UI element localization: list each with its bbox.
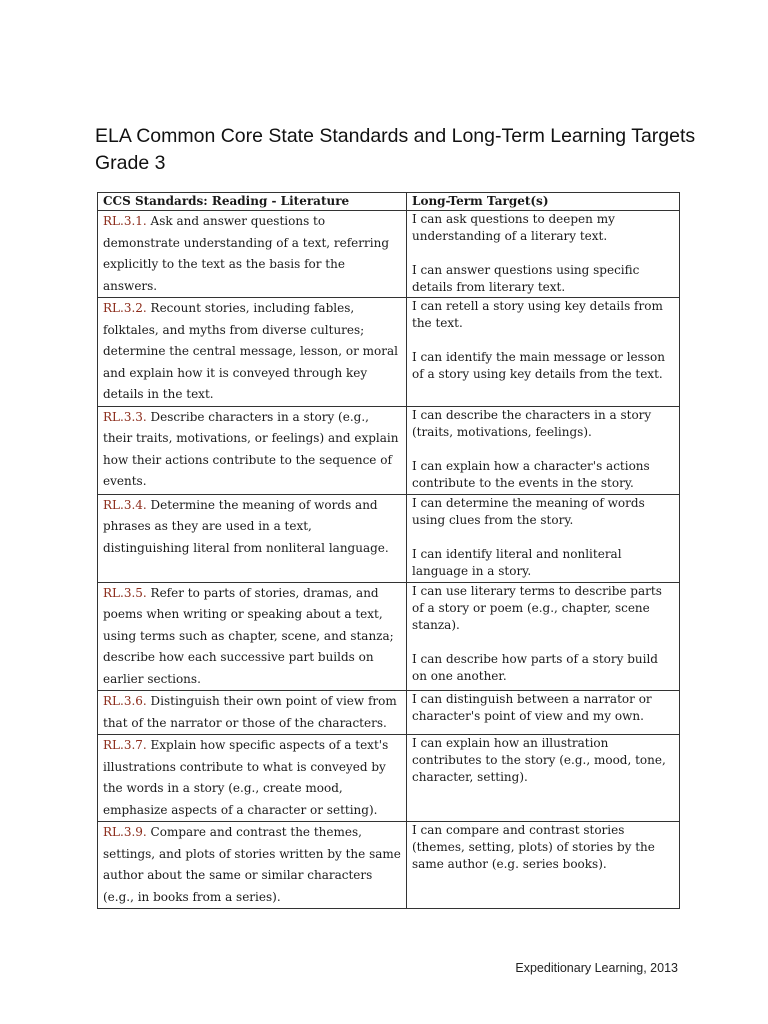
learning-target: I can explain how an illustration contributes to the story (e.g., mood, tone, character, setting). [412, 736, 666, 784]
learning-target: I can ask questions to deepen my understanding of a literary text. [412, 212, 615, 243]
standard-cell [98, 494, 407, 582]
standard-code: RL.3.2. [103, 301, 147, 315]
document-title [95, 123, 715, 177]
standards-table [97, 192, 680, 909]
title-line-1: ELA Common Core State Standards and Long-Term Learning Targets [95, 125, 696, 147]
standard-text: Refer to parts of stories, dramas, and poems when writing or speaking about a text, using terms such as chapter, scene, and stanza; describe how each successive part builds on earlier sections. [103, 585, 394, 686]
standard-code: RL.3.9. [103, 825, 147, 839]
learning-target: I can describe the characters in a story (traits, motivations, feelings). [412, 407, 652, 439]
target-cell [407, 735, 680, 822]
table-row [98, 691, 680, 735]
table-header-row [98, 193, 680, 211]
learning-target: I can identify literal and nonliteral language in a story. [412, 546, 622, 578]
table-row [98, 406, 680, 494]
learning-target: I can distinguish between a narrator or character's point of view and my own. [412, 692, 652, 723]
target-cell [407, 691, 680, 735]
standard-cell [98, 582, 407, 691]
standard-cell [98, 298, 407, 407]
standard-cell [98, 691, 407, 735]
table-row [98, 211, 680, 298]
target-cell [407, 211, 680, 298]
target-cell [407, 406, 680, 494]
footer-credit: Expeditionary Learning, 2013 [515, 961, 678, 975]
header-standards: CCS Standards: Reading - Literature [98, 193, 407, 211]
table-row [98, 822, 680, 909]
standard-text: Describe characters in a story (e.g., their traits, motivations, or feelings) and explain how their actions contribute to the sequence of events. [103, 409, 399, 488]
standard-text: Determine the meaning of words and phrases as they are used in a text, distinguishing literal from nonliteral language. [103, 497, 389, 555]
learning-target: I can compare and contrast stories (themes, setting, plots) of stories by the same author (e.g. series books). [412, 823, 655, 871]
standard-code: RL.3.3. [103, 409, 147, 424]
standard-text: Explain how specific aspects of a text's illustrations contribute to what is conveyed by the words in a story (e.g., create mood, emphasize aspects of a character or setting). [103, 738, 389, 817]
target-cell [407, 298, 680, 407]
standard-code: RL.3.1. [103, 214, 147, 228]
standard-code: RL.3.4. [103, 497, 147, 512]
learning-target: I can explain how a character's actions contribute to the events in the story. [412, 458, 650, 490]
learning-target: I can determine the meaning of words using clues from the story. [412, 495, 645, 527]
standard-text: Distinguish their own point of view from that of the narrator or those of the characters. [103, 694, 397, 730]
table-row [98, 582, 680, 691]
learning-target: I can answer questions using specific details from literary text. [412, 263, 640, 294]
target-cell [407, 494, 680, 582]
header-targets: Long-Term Target(s) [407, 193, 680, 211]
learning-target: I can identify the main message or lesson of a story using key details from the text. [412, 350, 665, 381]
learning-target: I can describe how parts of a story build on one another. [412, 651, 658, 683]
standard-code: RL.3.5. [103, 585, 147, 600]
target-cell [407, 582, 680, 691]
standard-cell [98, 822, 407, 909]
standard-text: Recount stories, including fables, folktales, and myths from diverse cultures; determine the central message, lesson, or moral and explain how it is conveyed through key details in the text. [103, 301, 398, 401]
target-cell [407, 822, 680, 909]
learning-target: I can retell a story using key details from the text. [412, 299, 663, 330]
table-row [98, 298, 680, 407]
table-row [98, 494, 680, 582]
standard-code: RL.3.7. [103, 738, 147, 752]
title-line-2: Grade 3 [95, 152, 166, 174]
standard-code: RL.3.6. [103, 694, 147, 708]
learning-target: I can use literary terms to describe parts of a story or poem (e.g., chapter, scene stanza). [412, 583, 662, 632]
standard-cell [98, 211, 407, 298]
standard-cell [98, 735, 407, 822]
standard-cell [98, 406, 407, 494]
standard-text: Ask and answer questions to demonstrate understanding of a text, referring explicitly to the text as the basis for the answers. [103, 214, 390, 293]
table-row [98, 735, 680, 822]
standard-text: Compare and contrast the themes, settings, and plots of stories written by the same author about the same or similar characters (e.g., in books from a series). [103, 825, 401, 904]
